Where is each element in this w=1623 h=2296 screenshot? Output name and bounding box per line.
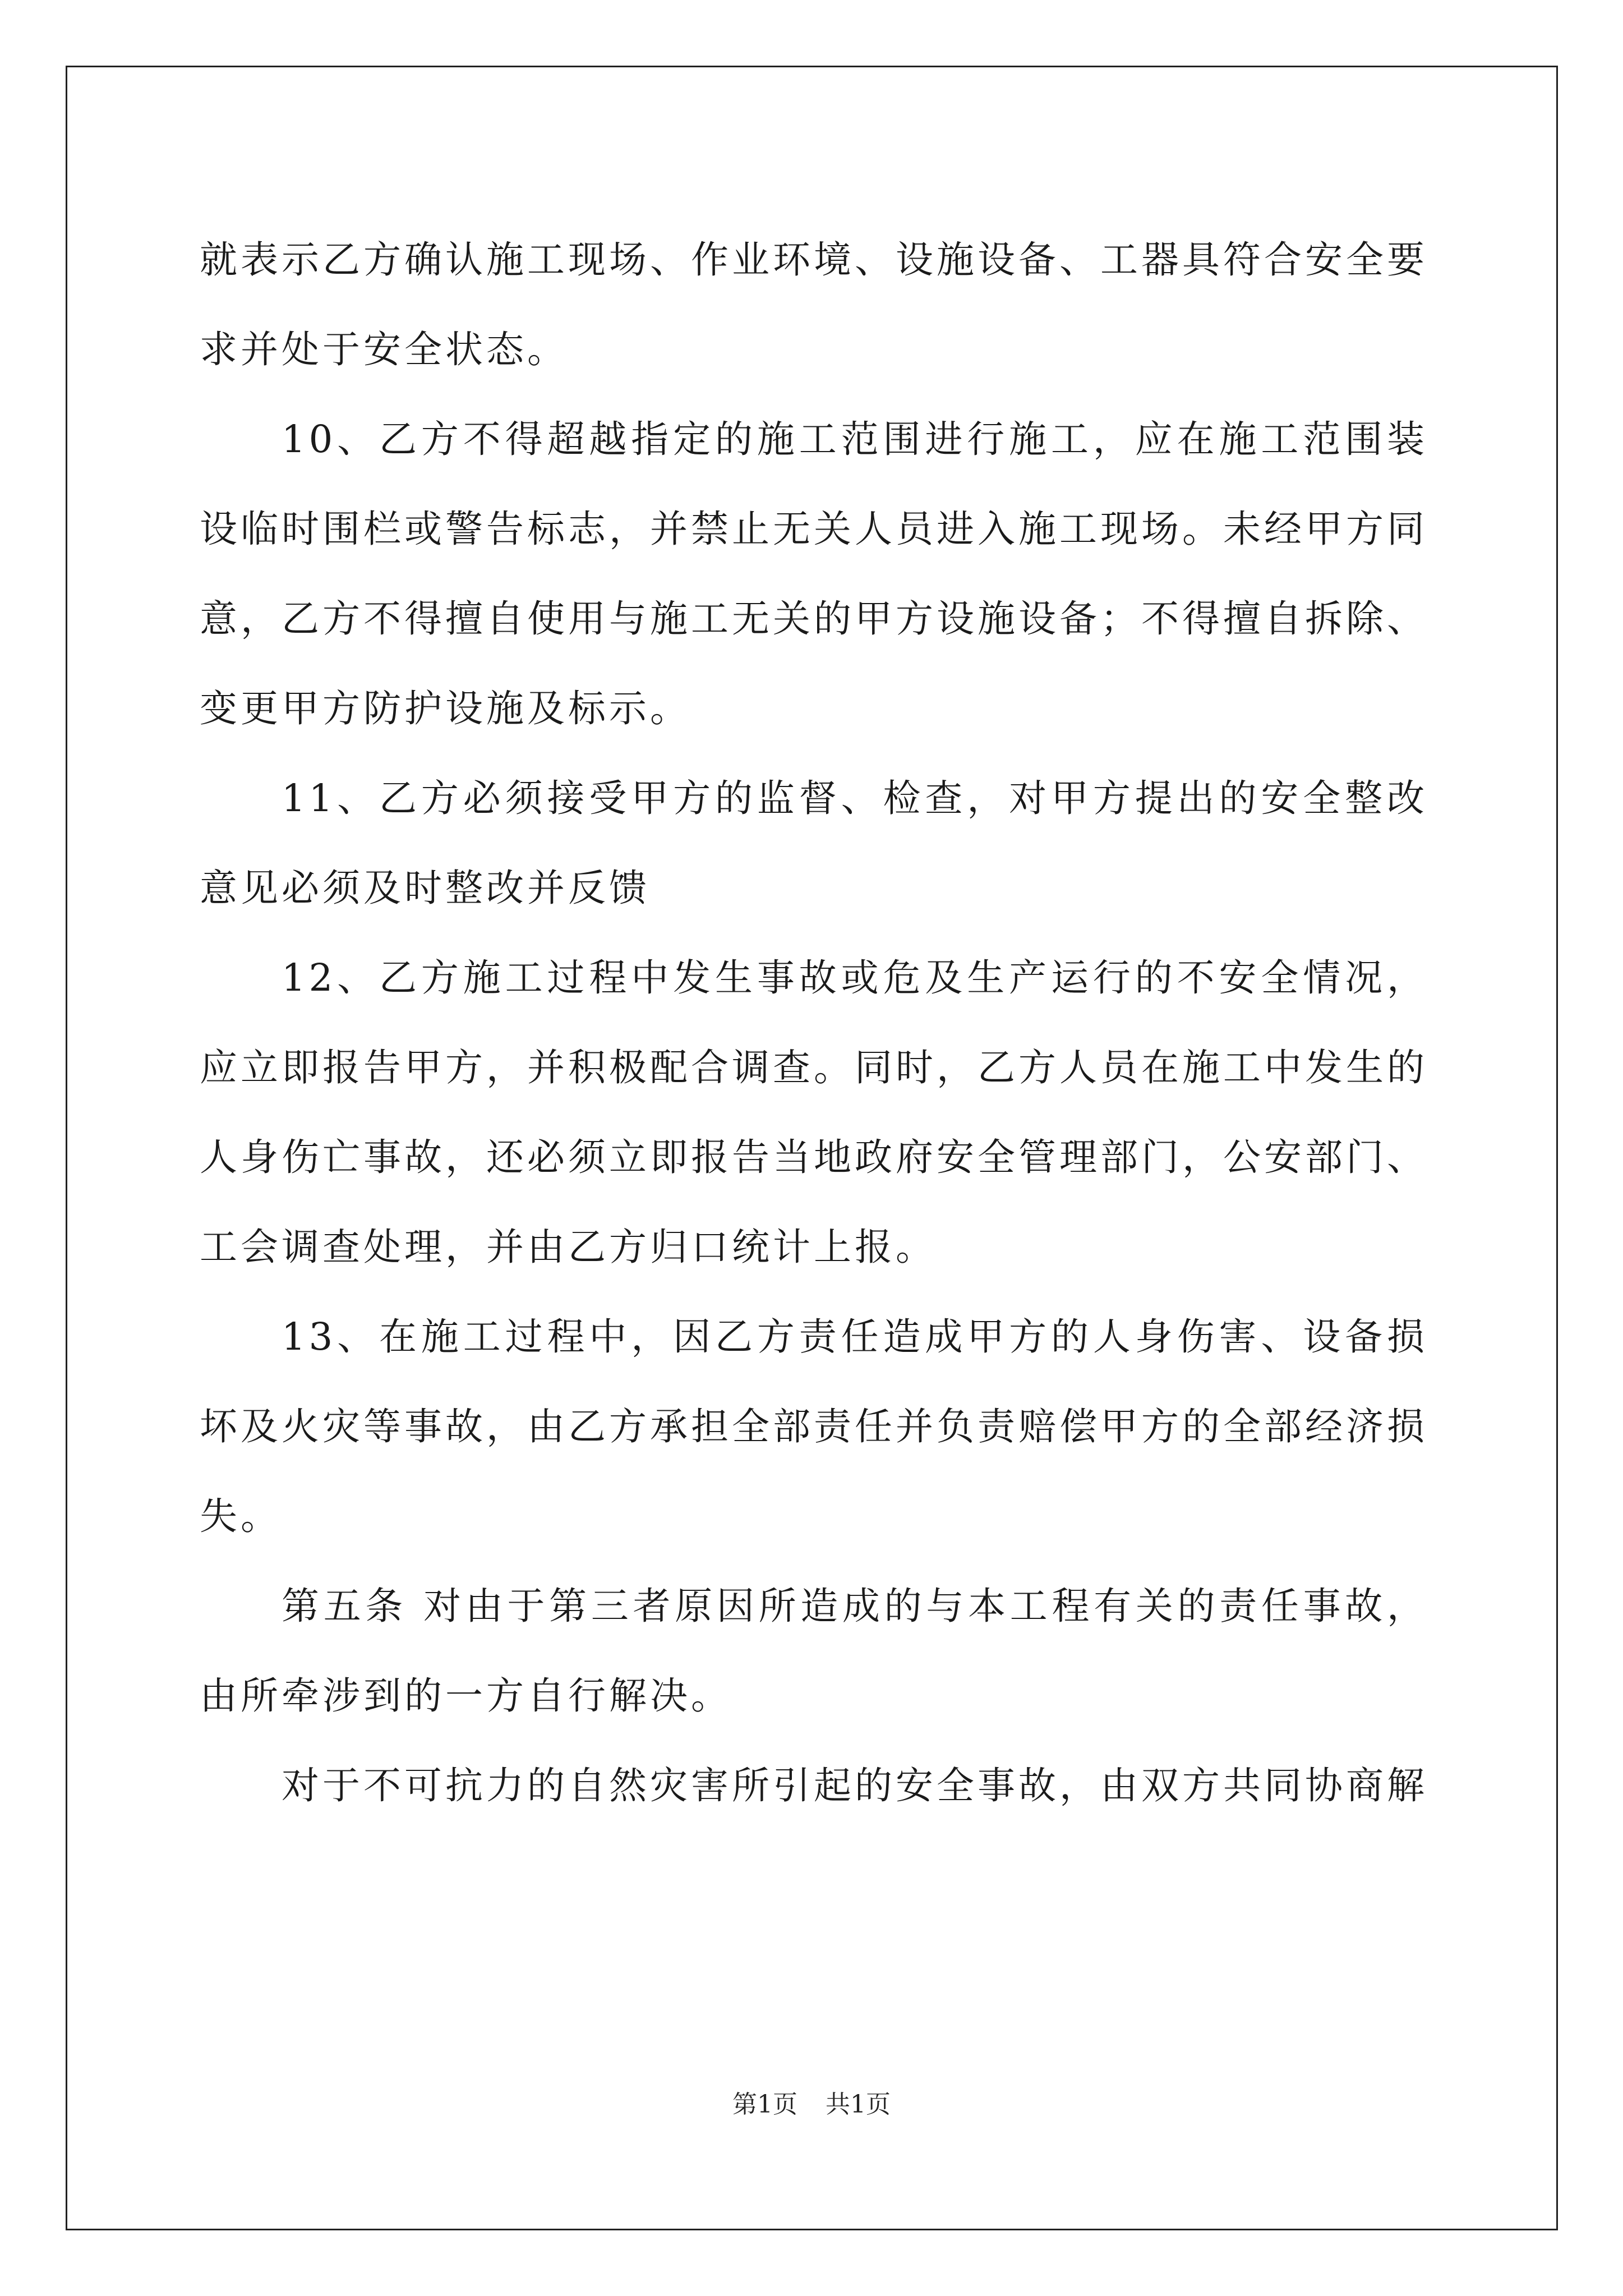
paragraph-continuation: 就表示乙方确认施工现场、作业环境、设施设备、工器具符合安全要求并处于安全状态。 [200,238,1428,371]
page-total: 共1页 [826,2090,891,2119]
paragraph-item-10: 10、乙方不得超越指定的施工范围进行施工，应在施工范围装设临时围栏或警告标志，并禁止无关人员进入施工现场。未经甲方同意，乙方不得擅自使用与施工无关的甲方设施设备；不得擅自拆除、变更甲方防护设施及标示。 [200,417,1428,730]
paragraph-force-majeure: 对于不可抗力的自然灾害所引起的安全事故，由双方共同协商解 [282,1764,1428,1807]
page-footer [0,2088,1623,2122]
paragraph-item-11: 11、乙方必须接受甲方的监督、检查，对甲方提出的安全整改意见必须及时整改并反馈 [200,776,1428,910]
paragraph-article-5: 第五条 对由于第三者原因所造成的与本工程有关的责任事故，由所牵涉到的一方自行解决。 [200,1584,1428,1718]
paragraph-item-13: 13、在施工过程中，因乙方责任造成甲方的人身伤害、设备损坏及火灾等事故，由乙方承担全部责任并负责赔偿甲方的全部经济损失。 [200,1315,1428,1538]
page-number: 第1页 [732,2090,797,2119]
document-body [200,215,1428,1830]
paragraph-item-12: 12、乙方施工过程中发生事故或危及生产运行的不安全情况，应立即报告甲方，并积极配合调查。同时，乙方人员在施工中发生的人身伤亡事故，还必须立即报告当地政府安全管理部门，公安部门、工会调查处理，并由乙方归口统计上报。 [200,956,1428,1269]
